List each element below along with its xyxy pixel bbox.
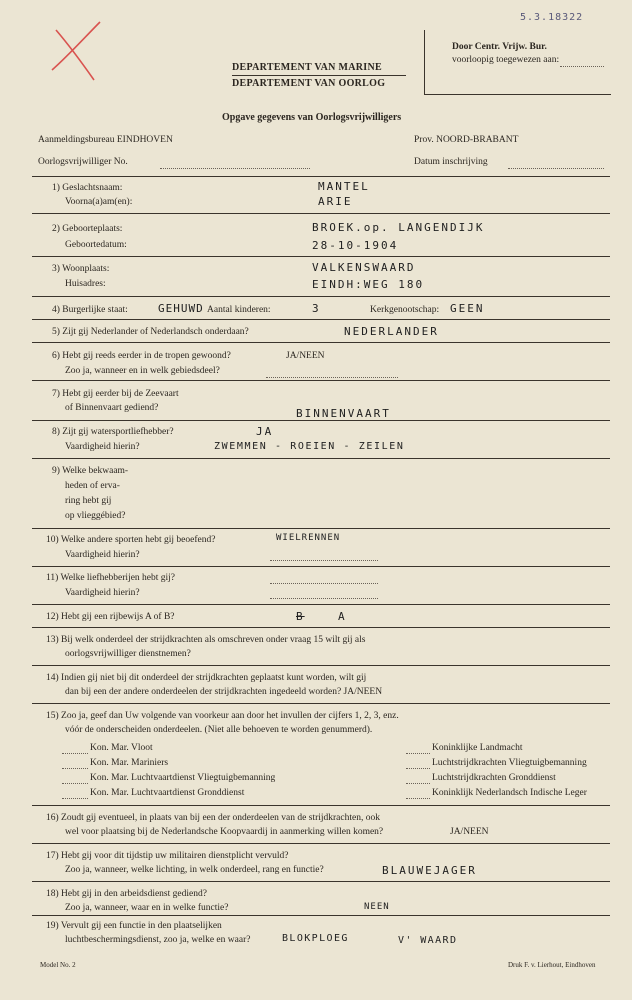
unit-left-2: Kon. Mar. Mariniers <box>90 758 169 768</box>
q7-inland-label: of Binnenvaart gediend? <box>65 403 159 413</box>
q9-line1: 9) Welke bekwaam- <box>52 466 129 476</box>
q4-children-label: Aantal kinderen: <box>207 305 271 315</box>
model-number: Model No. 2 <box>40 961 76 969</box>
q6-tropics-label: 6) Hebt gij reeds eerder in de tropen gewoond? <box>52 351 231 361</box>
q13-line2: oorlogsvrijwilliger dienstnemen? <box>65 649 191 659</box>
q17-line1: 17) Hebt gij voor dit tijdstip uw militairen dienstplicht vervuld? <box>46 851 289 861</box>
q8-skill-label: Vaardigheid hierin? <box>65 442 140 452</box>
q18-line2: Zoo ja, wanneer, waar en in welke functie? <box>65 903 229 913</box>
q9-line4: op vlieggébied? <box>65 511 126 521</box>
q18-line1: 18) Hebt gij in den arbeidsdienst gediend? <box>46 889 207 899</box>
q6-when-label: Zoo ja, wanneer en in welk gebiedsdeel? <box>65 366 220 376</box>
answer-birthdate: 28-10-1904 <box>312 239 399 252</box>
unit-right-1: Koninklijke Landmacht <box>432 743 523 753</box>
q3-address-label: Huisadres: <box>65 279 106 289</box>
q7-seafaring-label: 7) Hebt gij eerder bij de Zeevaart <box>52 389 179 399</box>
box-line-2: voorloopig toegewezen aan: <box>452 55 560 65</box>
q16-line1: 16) Zoudt gij eventueel, in plaats van bij een der onderdeelen van de strijdkrachten, ook <box>46 813 380 823</box>
answer-residence: VALKENSWAARD <box>312 261 416 274</box>
box-line-1: Door Centr. Vrijw. Bur. <box>452 42 547 52</box>
struck-b: B <box>296 610 305 623</box>
answer-surname: MANTEL <box>318 180 370 193</box>
answer-church: GEEN <box>450 302 485 315</box>
q17-line2: Zoo ja, wanneer, welke lichting, in welk onderdeel, rang en functie? <box>65 865 324 875</box>
archive-number: 5.3.18322 <box>520 12 584 23</box>
answer-birthplace: BROEK.op. LANGENDIJK <box>312 221 485 234</box>
q19-line2: luchtbeschermingsdienst, zoo ja, welke en waar? <box>65 935 251 945</box>
q4-church-label: Kerkgenootschap: <box>370 305 440 315</box>
q15-line1: 15) Zoo ja, geef dan Uw volgende van voorkeur aan door het invullen der cijfers 1, 2, 3, enz. <box>46 711 399 721</box>
q1-firstname-label: Voorna(a)am(en): <box>65 197 133 207</box>
answer-nationality: NEDERLANDER <box>344 325 439 338</box>
q9-line2: heden of erva- <box>65 481 120 491</box>
answer-children: 3 <box>312 302 321 315</box>
answer-license: A <box>338 610 347 623</box>
q10-sports-label: 10) Welke andere sporten hebt gij beoefend? <box>46 535 216 545</box>
answer-sports: WIELRENNEN <box>276 533 341 543</box>
q19-line1: 19) Vervult gij een functie in den plaatselijken <box>46 921 222 931</box>
unit-right-3: Luchtstrijdkrachten Gronddienst <box>432 773 556 783</box>
q16-options: JA/NEEN <box>450 827 489 837</box>
answer-air-defense-a: BLOKPLOEG <box>282 933 349 944</box>
unit-left-1: Kon. Mar. Vloot <box>90 743 153 753</box>
unit-left-3: Kon. Mar. Luchtvaartdienst Vliegtuigbemanning <box>90 773 276 783</box>
answer-military: BLAUWEJAGER <box>382 864 477 877</box>
answer-labour: NEEN <box>364 902 390 912</box>
unit-right-2: Luchtstrijdkrachten Vliegtuigbemanning <box>432 758 587 768</box>
answer-air-defense-b: V' WAARD <box>398 935 458 946</box>
q15-line2: vóór de onderscheiden onderdeelen. (Niet alle behoeven te worden genummerd). <box>65 725 373 735</box>
answer-marital: GEHUWD <box>158 302 204 315</box>
q5-nationality-label: 5) Zijt gij Nederlander of Nederlandsch onderdaan? <box>52 327 249 337</box>
registration-date-label: Datum inschrijving <box>414 157 488 167</box>
department-oorlog: DEPARTEMENT VAN OORLOG <box>232 78 386 89</box>
province: Prov. NOORD-BRABANT <box>414 135 519 145</box>
q10-skill-label: Vaardigheid hierin? <box>65 550 140 560</box>
q11-hobbies-label: 11) Welke liefhebberijen hebt gij? <box>46 573 176 583</box>
q16-line2: wel voor plaatsing bij de Nederlandsche Koopvaardij in aanmerking willen komen? <box>65 827 384 837</box>
printer-credit: Druk F. v. Lierhout, Eindhoven <box>508 961 596 969</box>
q1-surname-label: 1) Geslachtsnaam: <box>52 183 123 193</box>
q3-residence-label: 3) Woonplaats: <box>52 264 110 274</box>
q6-options: JA/NEEN <box>286 351 325 361</box>
answer-firstname: ARIE <box>318 195 353 208</box>
q8-watersport-label: 8) Zijt gij watersportliefhebber? <box>52 427 174 437</box>
q11-skill-label: Vaardigheid hierin? <box>65 588 140 598</box>
red-cross-mark <box>48 18 104 84</box>
q13-line1: 13) Bij welk onderdeel der strijdkrachten als omschreven onder vraag 15 wilt gij als <box>46 635 366 645</box>
q9-line3: ring hebt gij <box>65 496 112 506</box>
q12-license-label: 12) Hebt gij een rijbewijs A of B? <box>46 612 175 622</box>
q2-birthplace-label: 2) Geboorteplaats: <box>52 224 123 234</box>
unit-right-4: Koninklijk Nederlandsch Indische Leger <box>432 788 587 798</box>
unit-left-4: Kon. Mar. Luchtvaartdienst Gronddienst <box>90 788 245 798</box>
answer-watersport-skill: ZWEMMEN - ROEIEN - ZEILEN <box>214 441 405 452</box>
answer-address: EINDH:WEG 180 <box>312 278 425 291</box>
form-title: Opgave gegevens van Oorlogsvrijwilligers <box>222 112 402 123</box>
q2-birthdate-label: Geboortedatum: <box>65 240 127 250</box>
volunteer-number-label: Oorlogsvrijwilliger No. <box>38 157 128 167</box>
q14-line1: 14) Indien gij niet bij dit onderdeel der strijdkrachten geplaatst kunt worden, wilt gij <box>46 673 367 683</box>
department-marine: DEPARTEMENT VAN MARINE <box>232 62 382 73</box>
answer-watersport: JA <box>256 425 274 438</box>
registration-office: Aanmeldingsbureau EINDHOVEN <box>38 135 173 145</box>
q4-marital-label: 4) Burgerlijke staat: <box>52 305 128 315</box>
q14-line2: dan bij een der andere onderdeelen der strijdkrachten ingedeeld worden? JA/NEEN <box>65 687 383 697</box>
answer-navigation: BINNENVAART <box>296 407 391 420</box>
